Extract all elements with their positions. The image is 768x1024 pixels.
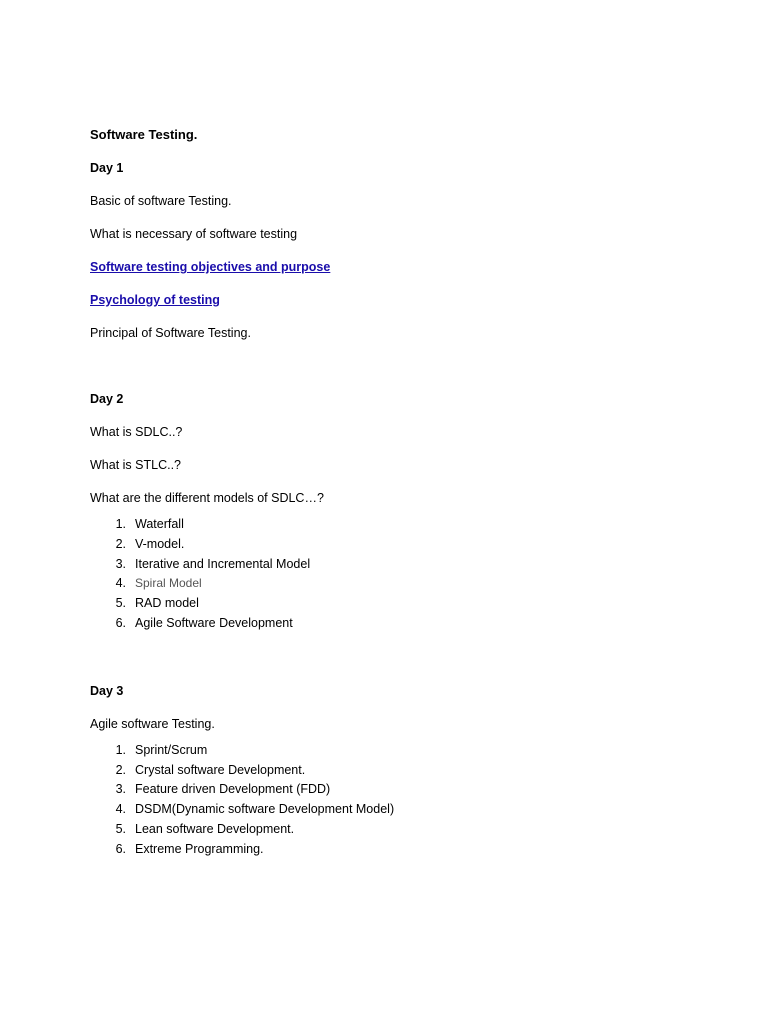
list-item-text: Extreme Programming.: [135, 841, 264, 856]
list-number: 3.: [115, 782, 126, 797]
list-number: 3.: [115, 556, 126, 571]
list-item: [90, 840, 730, 860]
list-item-text: RAD model: [135, 596, 199, 611]
list-item-text: Waterfall: [135, 517, 184, 531]
sdlc-models-list: [90, 515, 730, 634]
list-number: 6.: [115, 615, 126, 630]
document-page: [90, 126, 730, 860]
day1-line-necessary: What is necessary of software testing: [90, 227, 298, 241]
list-item-text: Agile Software Development: [135, 615, 293, 630]
list-item-text: DSDM(Dynamic software Development Model): [135, 802, 395, 817]
day2-line-models: What are the different models of SDLC…?: [90, 491, 324, 505]
day2-heading: Day 2: [90, 392, 124, 406]
list-item-text: Sprint/Scrum: [135, 742, 208, 757]
list-item-text: Iterative and Incremental Model: [135, 556, 311, 571]
list-number: 5.: [115, 596, 126, 611]
list-item: [90, 614, 730, 634]
list-item: [90, 535, 730, 555]
list-item-text: Feature driven Development (FDD): [135, 782, 331, 797]
list-item: [90, 741, 730, 761]
day3-line-agile: Agile software Testing.: [90, 716, 215, 731]
list-item: [90, 780, 730, 800]
document-title: Software Testing.: [90, 127, 198, 142]
day1-heading: Day 1: [90, 161, 124, 175]
link-psychology-of-testing[interactable]: Psychology of testing: [90, 293, 220, 307]
agile-methods-list: [90, 741, 730, 860]
day2-line-sdlc: What is SDLC..?: [90, 425, 183, 439]
list-number: 2.: [115, 762, 126, 777]
list-number: 2.: [115, 536, 126, 551]
day1-line-basic: Basic of software Testing.: [90, 194, 232, 208]
list-item: [90, 761, 730, 781]
list-item-text: Spiral Model: [135, 576, 202, 591]
day2-line-stlc: What is STLC..?: [90, 458, 181, 472]
list-number: 4.: [115, 802, 126, 817]
list-item: [90, 594, 730, 614]
day3-heading: Day 3: [90, 683, 124, 698]
list-number: 1.: [115, 517, 126, 531]
list-item: [90, 800, 730, 820]
list-item: [90, 515, 730, 535]
list-item-text: V-model.: [135, 536, 185, 551]
link-testing-objectives[interactable]: Software testing objectives and purpose: [90, 260, 331, 274]
list-number: 6.: [115, 841, 126, 856]
list-item-text: Lean software Development.: [135, 821, 295, 836]
day1-line-principal: Principal of Software Testing.: [90, 326, 251, 340]
list-number: 5.: [115, 821, 126, 836]
list-number: 1.: [115, 742, 126, 757]
list-item: [90, 820, 730, 840]
list-item: [90, 555, 730, 575]
list-item: [90, 574, 730, 594]
list-number: 4.: [115, 576, 126, 591]
list-item-text: Crystal software Development.: [135, 762, 306, 777]
